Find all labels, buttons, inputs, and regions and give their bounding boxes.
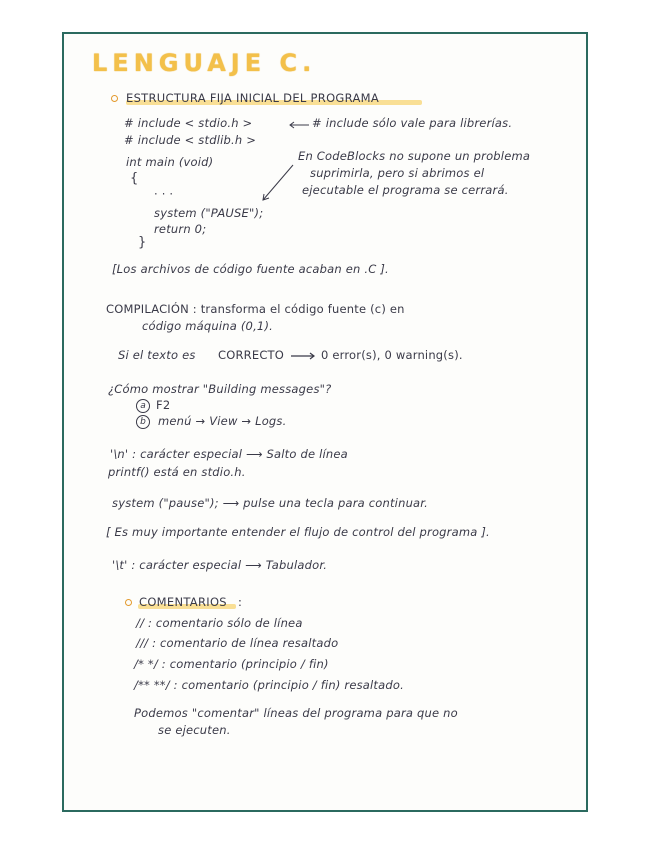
correcto-word: CORRECTO [218, 348, 285, 362]
code-brace-open: { [130, 171, 139, 186]
bullet-icon [111, 95, 118, 102]
comment-type-line-highlighted: /// : comentario de línea resaltado [136, 636, 339, 650]
section-heading-structure: ESTRUCTURA FIJA INICIAL DEL PROGRAMA [126, 91, 380, 105]
option-a-marker: a [136, 399, 150, 413]
comment-type-block: /* */ : comentario (principio / fin) [134, 657, 329, 671]
arrow-right-icon [290, 352, 316, 360]
code-system-pause: system ("PAUSE"); [154, 206, 264, 220]
comment-type-line: // : comentario sólo de línea [136, 616, 303, 630]
code-brace-close: } [138, 235, 147, 250]
control-flow-note: [ Es muy importante entender el flujo de control del programa ]. [106, 525, 490, 539]
background-top [0, 0, 655, 36]
option-b-marker: b [136, 415, 150, 429]
compilacion-line1: COMPILACIÓN : transforma el código fuente (c) en [106, 302, 405, 316]
source-files-note: [Los archivos de código fuente acaban en .C ]. [112, 262, 389, 276]
code-main-signature: int main (void) [126, 155, 214, 169]
comment-usage-line1: Podemos "comentar" líneas del programa para que no [134, 706, 458, 720]
building-messages-question: ¿Cómo mostrar "Building messages"? [108, 382, 332, 396]
notebook-page [64, 34, 586, 810]
option-a-text: F2 [156, 398, 171, 412]
correcto-result: 0 error(s), 0 warning(s). [321, 348, 463, 362]
printf-stdio-note: printf() está en stdio.h. [108, 465, 246, 479]
system-pause-note: system ("pause"); ⟶ pulse una tecla para continuar. [112, 496, 429, 510]
compilacion-line2: código máquina (0,1). [142, 319, 273, 333]
codeblocks-note-line2: suprimirla, pero si abrimos el [310, 166, 485, 180]
comment-usage-line2: se ejecuten. [158, 723, 231, 737]
background-bottom [0, 808, 655, 848]
codeblocks-note-line1: En CodeBlocks no supone un problema [298, 149, 531, 163]
include-note: # include sólo vale para librerías. [312, 116, 513, 130]
code-return: return 0; [154, 222, 207, 236]
correcto-prefix: Si el texto es [118, 348, 196, 362]
arrow-diagonal-icon [260, 164, 294, 204]
code-dots: · · · [154, 187, 174, 201]
background-right [586, 0, 655, 848]
option-b-text: menú → View → Logs. [158, 414, 287, 428]
code-include-stdio: # include < stdio.h > [124, 116, 253, 130]
comentarios-colon: : [238, 595, 243, 609]
tab-escape-note: '\t' : carácter especial ⟶ Tabulador. [112, 558, 328, 572]
newline-escape-note: '\n' : carácter especial ⟶ Salto de línea [110, 447, 348, 461]
section-heading-comentarios: COMENTARIOS [139, 595, 227, 609]
background-left [0, 0, 64, 848]
bullet-icon [125, 599, 132, 606]
code-include-stdlib: # include < stdlib.h > [124, 133, 257, 147]
comment-type-block-highlighted: /** **/ : comentario (principio / fin) resaltado. [134, 678, 404, 692]
page-title: LENGUAJE C. [92, 49, 317, 77]
arrow-left-icon [288, 121, 310, 129]
codeblocks-note-line3: ejecutable el programa se cerrará. [302, 183, 509, 197]
